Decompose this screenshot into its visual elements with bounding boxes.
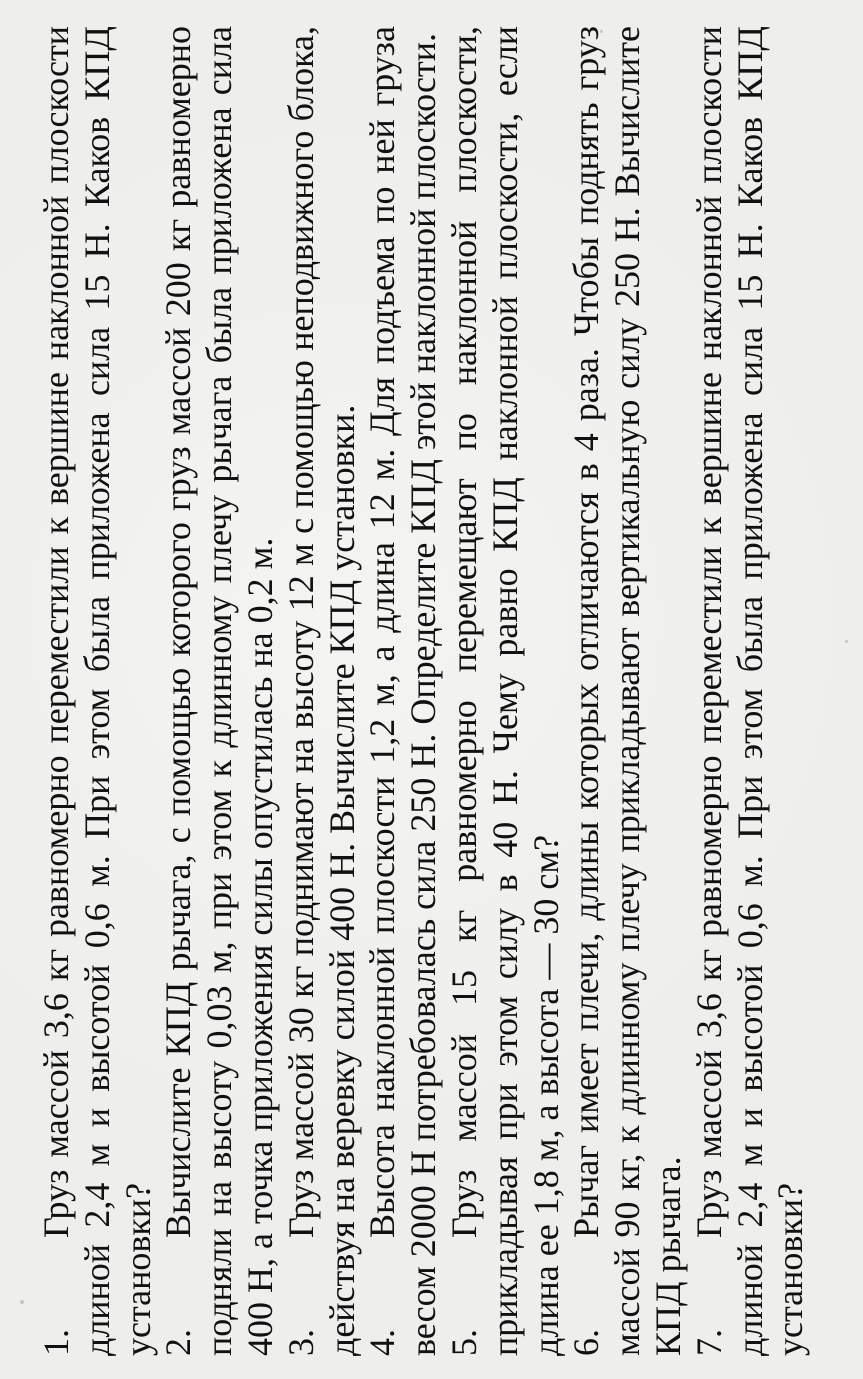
problem-text: Груз массой 3,6 кг равномерно переместили к вершине наклонной плоскости длиной 2,4 м и высотой 0,6 м. При этом была приложена сила 15 Н. Каков КПД установки? [688,26,811,1356]
problem-text: Рычаг имеет плечи, длины которых отличаются в 4 раза. Чтобы поднять груз массой 90 кг, к длинному плечу прикладывают вертикальную силу 250 Н. Вычислите КПД рычага. [566,26,688,1356]
problem-text: Высота наклонной плоскости 1,2 м, а длина 12 м. Для подъема по ней груза весом 2000 Н потребовалась сила 250 Н. Определите КПД этой наклонной плоскости. [362,26,444,1356]
problem-text: Груз массой 15 кг равномерно перемещают по наклонной плоскости, прикладывая при этом силу в 40 Н. Чему равно КПД наклонной плоскости, если длина ее 1,8 м, а высота — 30 см? [443,26,566,1356]
problem-number: 2. [158,1329,199,1356]
problem-7 [689,26,811,1356]
problem-4 [362,26,444,1356]
problem-1 [36,26,158,1356]
problem-number: 4. [362,1329,403,1356]
problem-text: Груз массой 3,6 кг равномерно переместили к вершине наклонной плоскости длиной 2,4 м и высотой 0,6 м. При этом была приложена сила 15 Н. Каков КПД установки? [36,26,158,1356]
problem-text: Груз массой 30 кг поднимают на высоту 12 м с помощью неподвижного блока, действуя на веревку силой 400 Н. Вычислите КПД установки. [280,26,362,1356]
problem-5 [444,26,566,1356]
problem-6 [566,26,688,1356]
problem-number: 6. [566,1329,607,1356]
problem-text: Вычислите КПД рычага, с помощью которого груз массой 200 кг равномерно подняли на высоту 0,03 м, при этом к длинному плечу рычага была приложена сила 400 Н, а точка приложения силы опустилась на 0,2 м. [158,26,280,1356]
problem-2 [158,26,280,1356]
problem-number: 7. [688,1329,729,1356]
problem-3 [281,26,363,1356]
problem-number: 1. [36,1329,76,1356]
problem-number: 3. [280,1329,321,1356]
problem-number: 5. [443,1329,484,1356]
problem-list [18,26,848,1356]
